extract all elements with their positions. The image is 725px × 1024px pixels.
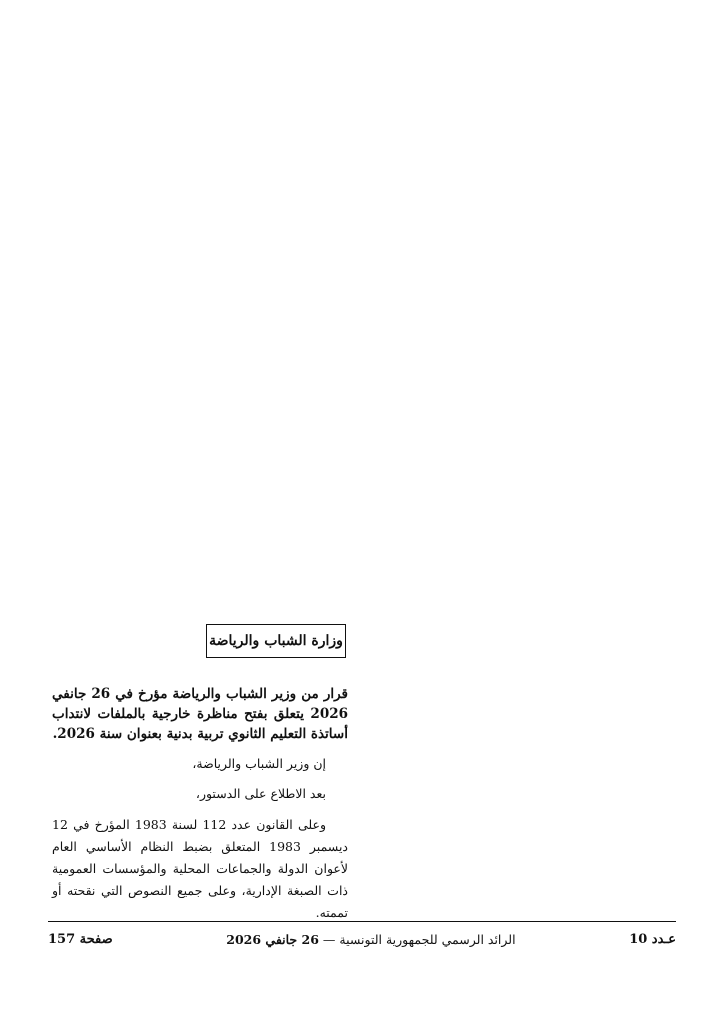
- page-number: صفحة 157: [48, 931, 113, 947]
- decree-paragraph-minister: إن وزير الشباب والرياضة،: [192, 756, 326, 771]
- decree-paragraph-constitution: بعد الاطلاع على الدستور،: [195, 786, 326, 801]
- publication-name: الرائد الرسمي للجمهورية التونسية —: [322, 931, 516, 947]
- decree-column: [52, 684, 348, 924]
- page-footer: [48, 928, 676, 950]
- decree-paragraph-law: وعلى القانون عدد 112 لسنة 1983 المؤرخ في 12 ديسمبر 1983 المتعلق بضبط النظام الأساسي العام لأعوان الدولة والجماعات المحلية والمؤسسات العمومية ذات الصبغة الإدارية، وعلى جميع النصوص التي نقحته أو تممته.: [52, 817, 348, 920]
- ministry-heading: وزارة الشباب والرياضة: [209, 633, 343, 649]
- issue-number: عـدد 10: [629, 931, 676, 947]
- publication-line: [226, 932, 515, 947]
- ministry-heading-box: [206, 624, 346, 658]
- decree-title: قرار من وزير الشباب والرياضة مؤرخ في 26 جانفي 2026 يتعلق بفتح مناظرة خارجية بالملفات لانتداب أساتذة التعليم الثانوي تربية بدنية بعنوان سنة 2026.: [52, 686, 348, 742]
- footer-divider: [48, 921, 676, 922]
- publication-date: 26 جانفي 2026: [226, 931, 319, 947]
